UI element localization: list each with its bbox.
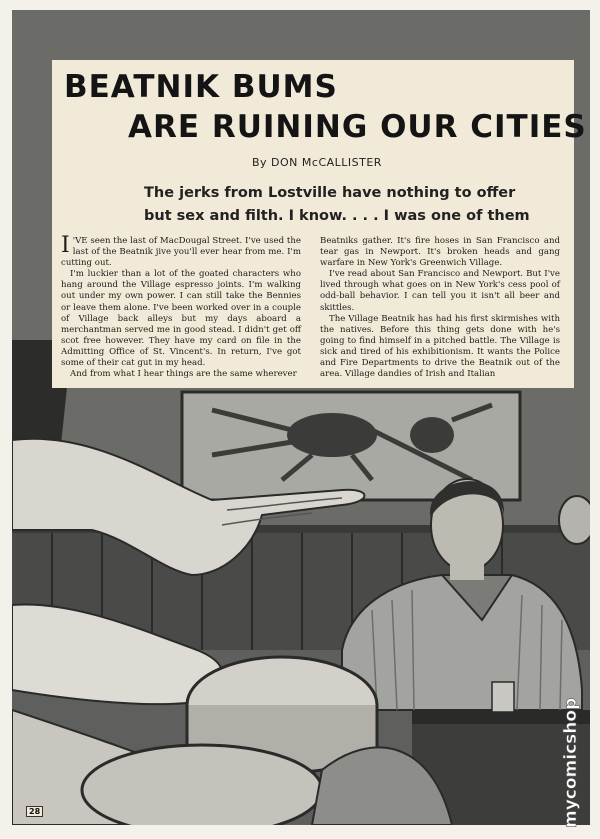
drop-cap: I — [61, 233, 70, 258]
page-number: 28 — [26, 806, 43, 817]
paragraph — [61, 233, 301, 269]
paragraph-text: 'VE seen the last of MacDougal Street. I've used the last of the Beatnik jive you'll ever hear from me. I'm cutting out. — [61, 236, 301, 269]
paragraph: And from what I hear things are the same wherever — [70, 369, 297, 380]
headline-line-1: BEATNIK BUMS — [64, 69, 338, 105]
paragraph: I've read about San Francisco and Newport. But I've lived through what goes on in New York's cess pool of odd-ball behavior. I can tell you it isn't all beer and skittles. — [320, 269, 560, 313]
byline: By DON McCALLISTER — [252, 156, 382, 169]
deck — [144, 182, 564, 228]
article-column-2 — [320, 236, 560, 380]
article-column-1 — [61, 233, 301, 380]
paragraph: The Village Beatnik has had his first skirmishes with the natives. Before this thing gets done with he's going to find himself in a pitched battle. The Village is sick and tired of his exhibitionism. It wants the Police and Fire Departments to drive the Beatnik out of the area. Village dandies of Irish and Italian — [320, 313, 560, 380]
headline-line-2: ARE RUINING OUR CITIES — [128, 109, 587, 145]
watermark-text: mycomicshop — [561, 697, 581, 828]
deck-line-1: The jerks from Lostville have nothing to offer — [144, 185, 516, 201]
watermark-logo — [548, 630, 600, 830]
paragraph: Beatniks gather. It's fire hoses in San Francisco and tear gas in Newport. It's broken heads and gang warfare in New York's Greenwich Village. — [320, 236, 560, 269]
deck-line-2: but sex and filth. I know. . . . I was one of them — [144, 208, 530, 224]
paragraph: I'm luckier than a lot of the goated characters who hang around the Village espresso joints. I'm walking out under my own power. I can still take the Bennies or leave them alone. I've been worked over in a couple of Village back alleys but my days aboard a merchantman served me in good stead. I didn't get off scot free however. They have my card on file in the Admitting Office of St. Vincent's. In return, I've got some of their cat gut in my head. — [61, 269, 301, 369]
article-text-panel — [52, 60, 587, 388]
